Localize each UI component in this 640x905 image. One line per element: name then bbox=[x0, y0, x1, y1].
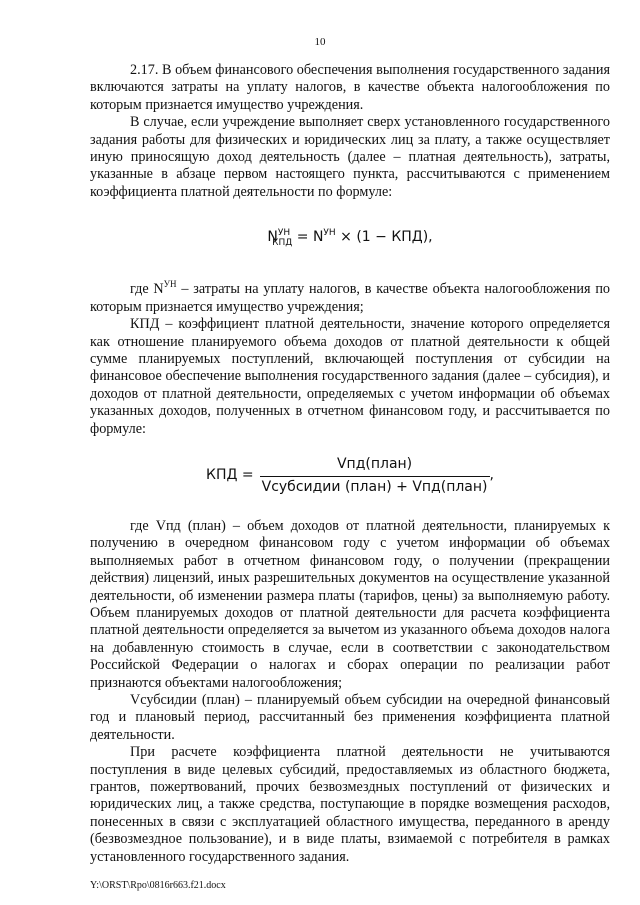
formula-kpd: КПД = $\frac{\text{Vпд(план)}}{\text{Vсубсидии (план) + Vпд(план)}}$ , bbox=[206, 456, 494, 495]
file-path-footer: Y:\ORST\Rpo\0816r663.f21.docx bbox=[90, 880, 226, 891]
formula-fraction bbox=[260, 456, 490, 496]
paragraph-vsubsidy-definition: Vсубсидии (план) – планируемый объем субсидии на очередной финансовый год и плановый период, рассчитанный без применения коэффициента платной деятельности. bbox=[90, 691, 610, 743]
paragraph-paid-activity: В случае, если учреждение выполняет сверх установленного государственного задания работы для физических и юридических лиц за плату, а также осуществляет иную приносящую доход деятельность (далее – платная деятельность), затраты, указанные в абзаце первом настоящего пункта, рассчитываются с применением коэффициента платной деятельности по формуле: bbox=[90, 114, 610, 200]
paragraph-exclusions: При расчете коэффициента платной деятельности не учитываются поступления в виде целевых субсидий, предоставляемых из областного бюджета, грантов, пожертвований, прочих безвозмездных поступлений от физических и юридических лиц, а также средства, поступающие в порядке возмещения расходов, понесенных в связи с эксплуатацией областного имущества, переданного в аренду (безвозмездное пользование), и в виде платы, взимаемой с потребителя в рамках установленного государственного задания. bbox=[90, 744, 610, 865]
document-body bbox=[90, 62, 610, 866]
paragraph-kpd-definition: КПД – коэффициент платной деятельности, значение которого определяется как отношение планируемого объема доходов от платной деятельности к общей сумме планируемых поступлений, включающей поступления от субсидии на финансовое обеспечение выполнения государственного задания (далее – субсидия), и доходов от платной деятельности, определяемых с учетом информации об объемах указанных доходов, полученных в отчетном финансовом году, и рассчитывается по формуле: bbox=[90, 316, 610, 437]
paragraph-n-definition: где $N^{УН}$ – затраты на уплату налогов, в качестве объекта налогообложения по которым признается имущество учреждения; bbox=[90, 279, 611, 315]
paragraph-2-17: 2.17. В объем финансового обеспечения выполнения государственного задания включаются затраты на уплату налогов, в качестве объекта налогообложения по которым признается имущество учреждения. bbox=[90, 62, 610, 113]
paragraph-vpd-definition: где Vпд (план) – объем доходов от платной деятельности, планируемых к получению в очередном финансовом году с учетом информации об объемах выполняемых работ в отчетном финансовом году, о получении (прекращении действия) лицензий, иных разрешительных документов на осуществление указанной деятельности, об изменении размера платы (тарифов, цены) за выполняемую работу. Объем планируемых доходов от платной деятельности для расчета коэффициента платной деятельности определяется за вычетом из указанного объема доходов налога на добавленную стоимость в случае, если в соответствии с законодательством Российской Федерации о налогах и сборах операции по реализации работ признаются объектами налогообложения; bbox=[90, 517, 610, 691]
formula-tax-costs: $N^{УН}_{КПД} = N^{УН} \times (1 - КПД)$, bbox=[267, 228, 433, 249]
fraction-denominator: Vсубсидии (план) + Vпд(план) bbox=[260, 476, 490, 496]
fraction-numerator: Vпд(план) bbox=[336, 456, 413, 473]
page-number: 10 bbox=[314, 36, 326, 48]
